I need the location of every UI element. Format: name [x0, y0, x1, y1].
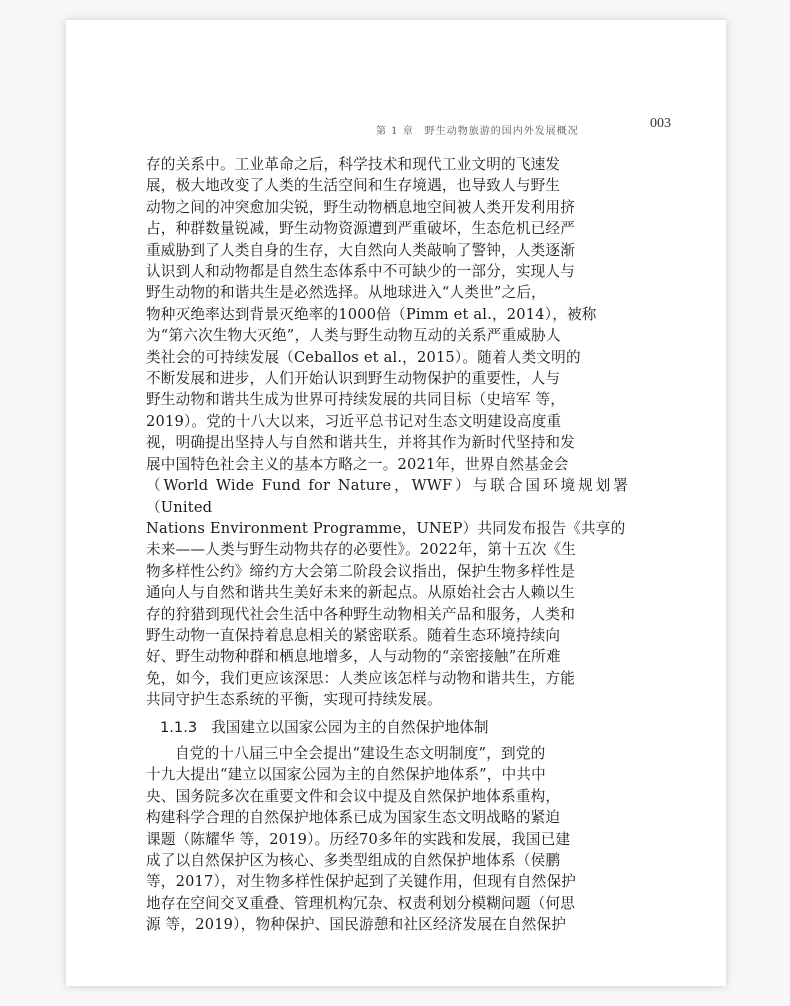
section-number: 1.1.3 [160, 718, 198, 736]
body-paragraph-1: 存的关系中。工业革命之后，科学技术和现代工业文明的飞速发 展，极大地改变了人类的生活空间和生存境遇，也导致人与野生 动物之间的冲突愈加尖锐，野生动物栖息地空间被人类开发利用挤 占，种群数量锐减，野生动物资源遭到严重破坏，生态危机已经严 重威胁到了人类自身的生存，大自然向人类敲响了警钟，人类逐渐 认识到人和动物都是自然生态体系中不可缺少的一部分，实现人与 野生动物的和谐共生是必然选择。从地球进入“人类世”之后， 物种灭绝率达到背景灭绝率的1000倍（Pimm et al.，2014），被称 为“第六次生物大灭绝”，人类与野生动物互动的关系严重威胁人 类社会的可持续发展（Ceballos et al.，2015）。随着人类文明的 不断发展和进步，人们开始认识到野生动物保护的重要性，人与 野生动物和谐共生成为世界可持续发展的共同目标（史培军 等， 2019）。党的十八大以来，习近平总书记对生态文明建设高度重 视，明确提出坚持人与自然和谐共生，并将其作为新时代坚持和发 展中国特色社会主义的基本方略之一。2021年，世界自然基金会 （World Wide Fund for Nature，WWF）与联合国环境规划署（United Nations Environment Programme，UNEP）共同发布报告《共享的 未来——人类与野生动物共存的必要性》。2022年，第十五次《生 物多样性公约》缔约方大会第二阶段会议指出，保护生物多样性是 通向人与自然和谐共生美好未来的新起点。从原始社会古人赖以生 存的狩猎到现代社会生活中各种野生动物相关产品和服务，人类和 野生动物一直保持着息息相关的紧密联系。随着生态环境持续向 好、野生动物种群和栖息地增多，人与动物的“亲密接触”在所难 免，如今，我们更应该深思：人类应该怎样与动物和谐共生，方能 共同守护生态系统的平衡，实现可持续发展。 [146, 156, 628, 709]
body-paragraph-2: 自党的十八届三中全会提出“建设生态文明制度”，到党的 十九大提出“建立以国家公园为主的自然保护地体系”，中共中 央、国务院多次在重要文件和会议中提及自然保护地体系重构， 构建科学合理的自然保护地体系已成为国家生态文明战略的紧迫 课题（陈耀华 等，2019）。历经70多年的实践和发展，我国已建 成了以自然保护区为核心、多类型组成的自然保护地体系（侯鹏 等，2017），对生物多样性保护起到了关键作用，但现有自然保护 地存在空间交叉重叠、管理机构冗杂、权责利划分模糊问题（何思 源 等，2019），物种保护、国民游憩和社区经济发展在自然保护 [146, 744, 577, 934]
section-title: 我国建立以国家公园为主的自然保护地体制 [211, 718, 489, 736]
section-heading [160, 717, 628, 738]
page-body [146, 154, 628, 936]
page-number: 003 [650, 116, 671, 131]
document-page [66, 20, 726, 986]
running-head: 第 1 章 野生动物旅游的国内外发展概况 [376, 126, 579, 137]
